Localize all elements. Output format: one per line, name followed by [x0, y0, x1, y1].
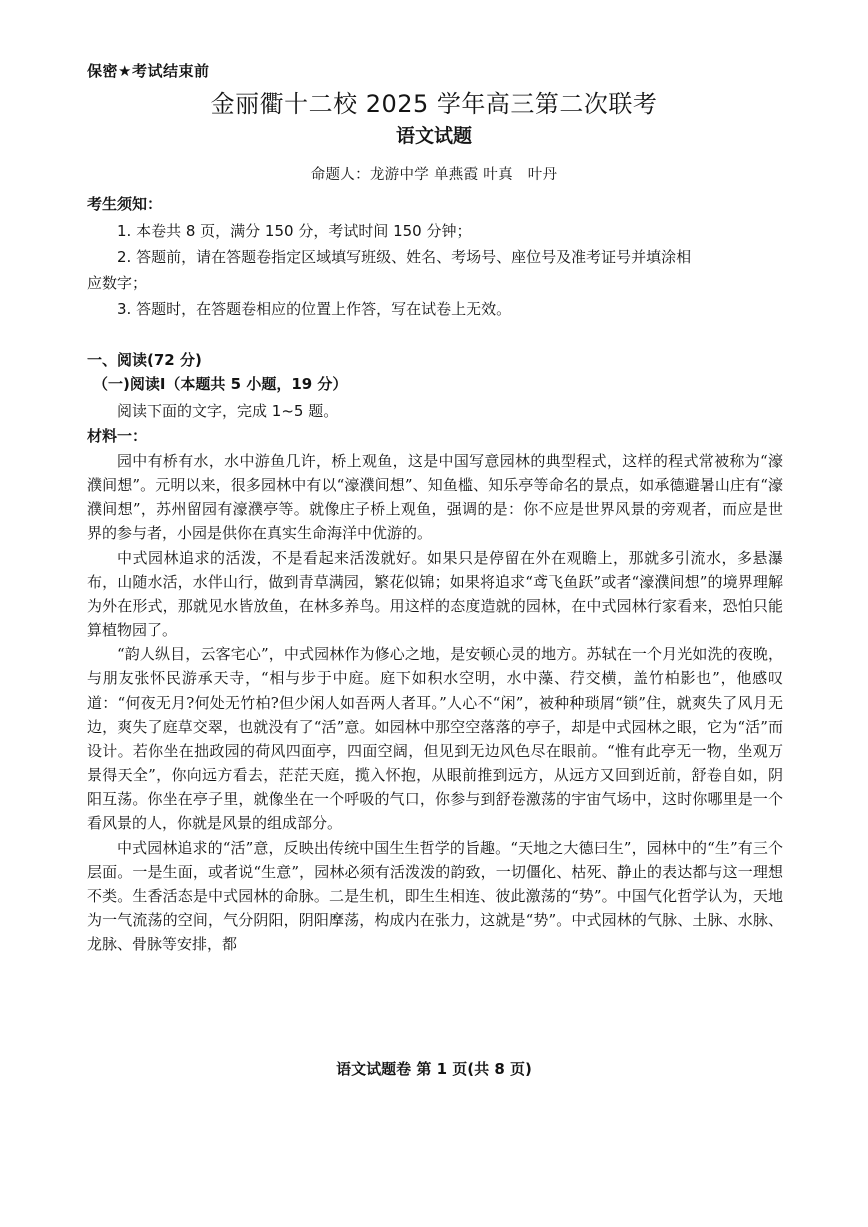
- notice-item-1: 1. 本卷共 8 页，满分 150 分，考试时间 150 分钟；: [117, 222, 472, 240]
- instruction-text: 阅读下面的文字，完成 1~5 题。: [117, 402, 339, 420]
- authors-line: 命题人：龙游中学 单燕霞 叶真 叶丹: [310, 167, 558, 183]
- paragraph: 园中有桥有水，水中游鱼几许，桥上观鱼，这是中国写意园林的典型程式，这样的程式常被称为“濠濮间想”。元明以来，很多园林中有以“濠濮间想”、知鱼槛、知乐亭等命名的景点，如承德避暑山庄有“濠濮间想”，苏州留园有濠濮亭等。就像庄子桥上观鱼，强调的是：你不应是世界风景的旁观者，而应是世界的参与者，小园是供你在真实生命海洋中优游的。: [87, 452, 783, 543]
- notice-item-3: 3. 答题时，在答题卷相应的位置上作答，写在试卷上无效。: [117, 300, 512, 318]
- paragraph: 中式园林追求的“活”意，反映出传统中国生生哲学的旨趣。“天地之大德曰生”，园林中的“生”有三个层面。一是生面，或者说“生意”，园林必须有活泼泼的韵致，一切僵化、枯死、静止的表达都与这一理想不类。生香活态是中式园林的命脉。二是生机，即生生相连、彼此激荡的“势”。中国气化哲学认为，天地为一气流荡的空间，气分阴阳，阴阳摩荡，构成内在张力，这就是“势”。中式园林的气脉、土脉、水脉、龙脉、骨脉等安排，都: [87, 838, 783, 954]
- paragraph: “韵人纵目，云客宅心”，中式园林作为修心之地，是安顿心灵的地方。苏轼在一个月光如洗的夜晚，与朋友张怀民游承天寺，“相与步于中庭。庭下如积水空明，水中藻、荇交横，盖竹柏影也”，他感叹道：“何夜无月?何处无竹柏?但少闲人如吾两人者耳。”人心不“闲”，被种种琐屑“锁”住，就爽失了风月无边，爽失了庭草交翠，也就没有了“活”意。如园林中那空空落落的亭子，却是中式园林之眼，它为“活”而设计。若你坐在拙政园的荷风四面亭，四面空阔，但见到无边风色尽在眼前。“惟有此亭无一物，坐观万景得天全”，你向远方看去，茫茫天庭，揽入怀抱，从眼前推到远方，从远方又回到近前，舒卷自如，阴阳互荡。你坐在亭子里，就像坐在一个呼吸的气口，你参与到舒卷激荡的宇宙气场中，这时你哪里是一个看风景的人，你就是风景的组成部分。: [87, 645, 783, 833]
- page-footer: 语文试题卷 第 1 页(共 8 页): [336, 1060, 532, 1078]
- exam-title: 金丽衢十二校 2025 学年高三第二次联考: [210, 90, 658, 118]
- exam-subtitle: 语文试题: [395, 125, 472, 147]
- material-label: 材料一：: [87, 427, 148, 445]
- subsection-heading: （一)阅读Ⅰ（本题共 5 小题，19 分）: [93, 375, 348, 393]
- notice-item-2: 2. 答题前，请在答题卷指定区域填写班级、姓名、考场号、座位号及准考证号并填涂相: [117, 248, 692, 266]
- notice-heading: 考生须知：: [87, 195, 163, 213]
- confidential-label: 保密★考试结束前: [87, 62, 210, 80]
- section-heading: 一、阅读(72 分): [87, 351, 202, 369]
- paragraph: 中式园林追求的活泼，不是看起来活泼就好。如果只是停留在外在观瞻上，那就多引流水，多悬瀑布，山随水活，水伴山行，做到青草满园，繁花似锦；如果将追求“鸢飞鱼跃”或者“濠濮间想”的境界理解为外在形式，那就见水皆放鱼，在林多养鸟。用这样的态度造就的园林，在中式园林行家看来，恐怕只能算植物园了。: [87, 548, 783, 640]
- notice-item-2-cont: 应数字；: [87, 274, 148, 292]
- reading-passage: [87, 449, 783, 956]
